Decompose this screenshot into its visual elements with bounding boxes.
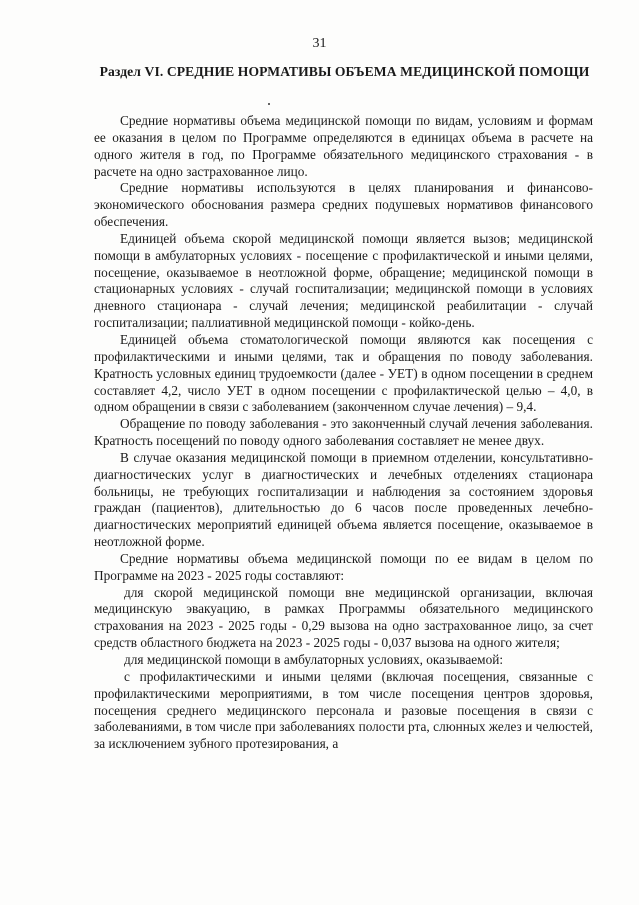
scan-speck — [268, 103, 270, 105]
paragraph: Средние нормативы объема медицинской помощи по видам, условиям и формам ее оказания в целом по Программе определяются в единицах объема в расчете на одного жителя в год, по Программе обязательного медицинского страхования - в расчете на одно застрахованное лицо. — [94, 113, 593, 179]
body-text — [94, 113, 593, 753]
section-title: Раздел VI. СРЕДНИЕ НОРМАТИВЫ ОБЪЕМА МЕДИЦИНСКОЙ ПОМОЩИ — [99, 64, 590, 79]
paragraph: для скорой медицинской помощи вне медицинской организации, включая медицинскую эвакуацию, в рамках Программы обязательного медицинского страхования на 2023 - 2025 годы - 0,29 вызова на одно застрахованное лицо, за счет средств областного бюджета на 2023 - 2025 годы - 0,037 вызова на одного жителя; — [94, 584, 593, 651]
paragraph: для медицинской помощи в амбулаторных условиях, оказываемой: — [124, 652, 504, 667]
page-number: 31 — [312, 36, 327, 51]
paragraph: Единицей объема стоматологической помощи являются как посещения с профилактическими и иными целями, так и обращения по поводу заболевания. Кратность условных единиц трудоемкости (далее - УЕТ) в одном посещении в среднем составляет 4,2, число УЕТ в одном посещении с профилактической целью – 4,0, в одном обращении в связи с заболеванием (законченном случае лечения) – 9,4. — [94, 331, 593, 415]
paragraph: Средние нормативы используются в целях планирования и финансово-экономического обоснования размера средних подушевых нормативов финансового обеспечения. — [94, 180, 593, 230]
paragraph: Обращение по поводу заболевания - это законченный случай лечения заболевания. Кратность посещений по поводу одного заболевания составляет не менее двух. — [94, 416, 593, 449]
paragraph: Единицей объема скорой медицинской помощи является вызов; медицинской помощи в амбулаторных условиях - посещение с профилактической и иными целями, посещение, оказываемое в неотложной форме, обращение; медицинской помощи в стационарных условиях - случай госпитализации; медицинской помощи в условиях дневного стационара - случай лечения; медицинской реабилитации - случай госпитализации; паллиативной медицинской помощи - койко-день. — [94, 230, 593, 331]
paragraph: с профилактическими и иными целями (включая посещения, связанные с профилактическими мероприятиями, в том числе посещения центров здоровья, посещения среднего медицинского персонала и разовые посещения в связи с заболеваниями, в том числе при заболеваниях полости рта, слюнных желез и челюстей, за исключением зубного протезирования, а — [94, 668, 593, 752]
paragraph: Средние нормативы объема медицинской помощи по ее видам в целом по Программе на 2023 - 2025 годы составляют: — [94, 550, 593, 583]
paragraph: В случае оказания медицинской помощи в приемном отделении, консультативно-диагностических услуг в диагностических и лечебных отделениях стационара больницы, не требующих госпитализации и наблюдения за состоянием здоровья граждан (пациентов), длительностью до 6 часов после проведенных лечебно-диагностических мероприятий единицей объема является посещение, оказываемое в неотложной форме. — [94, 449, 593, 550]
